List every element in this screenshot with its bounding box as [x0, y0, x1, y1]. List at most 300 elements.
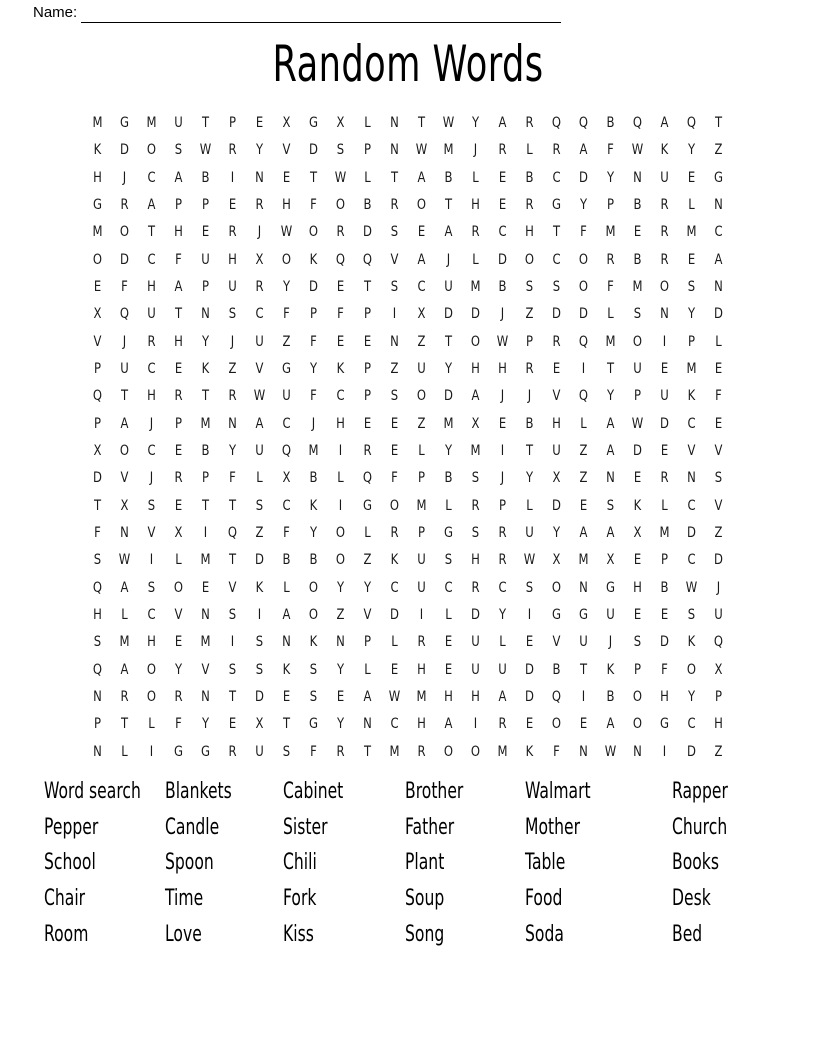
grid-letter[interactable]: K: [93, 141, 102, 159]
grid-letter[interactable]: B: [201, 442, 210, 460]
grid-letter[interactable]: S: [309, 688, 318, 706]
grid-letter[interactable]: E: [660, 606, 669, 624]
grid-letter[interactable]: N: [390, 333, 399, 351]
grid-letter[interactable]: E: [390, 661, 399, 679]
grid-letter[interactable]: A: [498, 114, 507, 132]
grid-letter[interactable]: R: [147, 333, 156, 351]
grid-letter[interactable]: H: [174, 333, 183, 351]
grid-letter[interactable]: K: [309, 497, 318, 515]
grid-letter[interactable]: Z: [336, 606, 345, 624]
grid-letter[interactable]: F: [283, 305, 290, 323]
grid-letter[interactable]: I: [662, 743, 667, 761]
grid-letter[interactable]: I: [338, 442, 343, 460]
grid-letter[interactable]: D: [120, 141, 129, 159]
grid-letter[interactable]: O: [281, 251, 292, 269]
grid-letter[interactable]: R: [174, 469, 183, 487]
grid-letter[interactable]: R: [606, 251, 615, 269]
grid-letter[interactable]: E: [633, 469, 642, 487]
grid-letter[interactable]: L: [499, 634, 506, 651]
grid-letter[interactable]: O: [173, 579, 184, 597]
grid-letter[interactable]: T: [390, 169, 399, 186]
grid-letter[interactable]: N: [714, 278, 723, 296]
grid-letter[interactable]: R: [228, 387, 237, 405]
grid-letter[interactable]: D: [552, 305, 561, 323]
grid-letter[interactable]: N: [201, 688, 210, 706]
grid-letter[interactable]: A: [120, 661, 129, 679]
grid-letter[interactable]: O: [632, 333, 643, 351]
grid-letter[interactable]: P: [363, 141, 372, 159]
grid-letter[interactable]: B: [309, 551, 318, 569]
grid-letter[interactable]: W: [118, 551, 131, 569]
grid-letter[interactable]: V: [228, 579, 237, 597]
grid-letter[interactable]: D: [687, 524, 696, 542]
grid-letter[interactable]: O: [578, 251, 589, 269]
grid-letter[interactable]: R: [471, 223, 480, 241]
grid-letter[interactable]: N: [714, 196, 723, 214]
grid-letter[interactable]: Q: [686, 114, 697, 132]
grid-letter[interactable]: K: [525, 743, 534, 761]
grid-letter[interactable]: R: [471, 579, 480, 597]
grid-letter[interactable]: W: [685, 579, 698, 597]
grid-letter[interactable]: J: [122, 333, 127, 351]
grid-letter[interactable]: D: [255, 688, 264, 706]
grid-letter[interactable]: C: [390, 716, 399, 733]
grid-letter[interactable]: O: [416, 196, 427, 214]
grid-letter[interactable]: Z: [714, 141, 723, 159]
grid-letter[interactable]: Q: [713, 634, 724, 651]
grid-letter[interactable]: U: [174, 114, 183, 132]
grid-letter[interactable]: T: [228, 551, 237, 569]
grid-letter[interactable]: L: [715, 333, 722, 351]
grid-letter[interactable]: L: [580, 415, 587, 433]
grid-letter[interactable]: O: [551, 579, 562, 597]
grid-letter[interactable]: E: [390, 415, 399, 433]
grid-letter[interactable]: U: [633, 360, 642, 378]
grid-letter[interactable]: L: [688, 196, 695, 214]
word-list-item[interactable]: Food: [525, 884, 563, 912]
grid-letter[interactable]: H: [282, 196, 291, 214]
grid-letter[interactable]: G: [605, 579, 616, 597]
grid-letter[interactable]: L: [364, 114, 371, 132]
word-list-item[interactable]: School: [44, 849, 96, 876]
grid-letter[interactable]: L: [121, 743, 128, 761]
grid-letter[interactable]: B: [444, 169, 453, 186]
grid-letter[interactable]: A: [363, 688, 372, 706]
grid-letter[interactable]: D: [660, 415, 669, 433]
grid-letter[interactable]: E: [633, 223, 642, 241]
grid-letter[interactable]: Y: [309, 360, 318, 378]
grid-letter[interactable]: N: [633, 743, 642, 761]
grid-letter[interactable]: W: [199, 141, 212, 159]
grid-letter[interactable]: U: [525, 524, 534, 542]
grid-letter[interactable]: G: [578, 606, 589, 624]
grid-letter[interactable]: F: [175, 251, 182, 269]
grid-letter[interactable]: C: [552, 169, 561, 186]
grid-letter[interactable]: M: [470, 442, 481, 460]
grid-letter[interactable]: S: [174, 141, 183, 159]
grid-letter[interactable]: Y: [282, 278, 291, 296]
grid-letter[interactable]: E: [174, 442, 183, 460]
grid-letter[interactable]: T: [444, 333, 453, 351]
grid-letter[interactable]: A: [282, 606, 291, 624]
grid-letter[interactable]: B: [633, 196, 642, 214]
grid-letter[interactable]: P: [228, 114, 237, 132]
grid-letter[interactable]: N: [201, 305, 210, 323]
grid-letter[interactable]: Z: [363, 551, 372, 569]
grid-letter[interactable]: P: [174, 415, 183, 433]
grid-letter[interactable]: K: [633, 497, 642, 515]
grid-letter[interactable]: T: [201, 114, 210, 132]
grid-letter[interactable]: A: [417, 251, 426, 269]
grid-letter[interactable]: H: [336, 415, 345, 433]
grid-letter[interactable]: Q: [119, 305, 130, 323]
word-list-item[interactable]: Sister: [283, 813, 328, 840]
grid-letter[interactable]: T: [120, 716, 129, 733]
grid-letter[interactable]: M: [146, 114, 157, 132]
grid-letter[interactable]: H: [417, 716, 426, 733]
grid-letter[interactable]: J: [311, 415, 316, 433]
grid-letter[interactable]: C: [147, 169, 156, 186]
grid-letter[interactable]: A: [444, 716, 453, 733]
grid-letter[interactable]: E: [201, 223, 210, 241]
grid-letter[interactable]: S: [147, 579, 156, 597]
name-input-blank[interactable]: [81, 10, 561, 23]
grid-letter[interactable]: I: [338, 497, 343, 515]
grid-letter[interactable]: P: [93, 415, 102, 433]
word-list-item[interactable]: Books: [672, 849, 719, 876]
grid-letter[interactable]: N: [579, 743, 588, 761]
grid-letter[interactable]: X: [552, 469, 561, 487]
grid-letter[interactable]: Y: [471, 114, 480, 132]
grid-letter[interactable]: G: [92, 196, 103, 214]
grid-letter[interactable]: U: [660, 169, 669, 186]
grid-letter[interactable]: E: [228, 716, 237, 733]
grid-letter[interactable]: H: [471, 196, 480, 214]
grid-letter[interactable]: G: [119, 114, 130, 132]
grid-letter[interactable]: T: [363, 743, 372, 761]
grid-letter[interactable]: J: [716, 579, 721, 597]
grid-letter[interactable]: P: [201, 278, 210, 296]
grid-letter[interactable]: S: [93, 551, 102, 569]
grid-letter[interactable]: O: [146, 141, 157, 159]
grid-letter[interactable]: M: [605, 333, 616, 351]
grid-letter[interactable]: N: [390, 114, 399, 132]
grid-letter[interactable]: E: [579, 497, 588, 515]
grid-letter[interactable]: K: [282, 661, 291, 679]
grid-letter[interactable]: U: [444, 278, 453, 296]
grid-letter[interactable]: T: [606, 360, 615, 378]
grid-letter[interactable]: R: [174, 688, 183, 706]
grid-letter[interactable]: R: [228, 743, 237, 761]
grid-letter[interactable]: V: [174, 606, 183, 624]
grid-letter[interactable]: S: [390, 223, 399, 241]
grid-letter[interactable]: E: [228, 196, 237, 214]
grid-letter[interactable]: T: [417, 114, 426, 132]
grid-letter[interactable]: N: [93, 688, 102, 706]
grid-letter[interactable]: W: [604, 743, 617, 761]
grid-letter[interactable]: C: [417, 278, 426, 296]
grid-letter[interactable]: T: [714, 114, 723, 132]
grid-letter[interactable]: O: [308, 579, 319, 597]
grid-letter[interactable]: E: [174, 634, 183, 651]
grid-letter[interactable]: G: [281, 360, 292, 378]
grid-letter[interactable]: O: [335, 551, 346, 569]
grid-letter[interactable]: C: [147, 606, 156, 624]
grid-letter[interactable]: E: [498, 415, 507, 433]
grid-letter[interactable]: I: [662, 333, 667, 351]
grid-letter[interactable]: H: [714, 716, 723, 733]
grid-letter[interactable]: H: [93, 169, 102, 186]
grid-letter[interactable]: U: [471, 661, 480, 679]
grid-letter[interactable]: C: [687, 716, 696, 733]
grid-letter[interactable]: S: [444, 551, 453, 569]
grid-letter[interactable]: M: [389, 743, 400, 761]
grid-letter[interactable]: Q: [281, 442, 292, 460]
grid-letter[interactable]: N: [228, 415, 237, 433]
word-list-item[interactable]: Spoon: [165, 849, 214, 876]
grid-letter[interactable]: A: [417, 169, 426, 186]
grid-letter[interactable]: S: [390, 387, 399, 405]
grid-letter[interactable]: O: [443, 743, 454, 761]
grid-letter[interactable]: A: [120, 579, 129, 597]
grid-letter[interactable]: T: [309, 169, 318, 186]
grid-letter[interactable]: E: [174, 497, 183, 515]
word-list-item[interactable]: Pepper: [44, 813, 99, 840]
grid-letter[interactable]: D: [255, 551, 264, 569]
grid-letter[interactable]: L: [418, 442, 425, 460]
grid-letter[interactable]: H: [147, 387, 156, 405]
grid-letter[interactable]: Y: [687, 141, 696, 159]
grid-letter[interactable]: P: [606, 196, 615, 214]
grid-letter[interactable]: I: [230, 169, 235, 186]
grid-letter[interactable]: L: [661, 497, 668, 515]
grid-letter[interactable]: G: [200, 743, 211, 761]
grid-letter[interactable]: Y: [255, 141, 264, 159]
grid-letter[interactable]: C: [255, 305, 264, 323]
grid-letter[interactable]: X: [336, 114, 345, 132]
grid-letter[interactable]: A: [579, 141, 588, 159]
grid-letter[interactable]: Z: [525, 305, 534, 323]
grid-letter[interactable]: S: [714, 469, 723, 487]
grid-letter[interactable]: H: [498, 360, 507, 378]
grid-letter[interactable]: Y: [174, 661, 183, 679]
grid-letter[interactable]: F: [229, 469, 236, 487]
grid-letter[interactable]: B: [201, 169, 210, 186]
grid-letter[interactable]: Y: [228, 442, 237, 460]
grid-letter[interactable]: N: [336, 634, 345, 651]
grid-letter[interactable]: B: [606, 114, 615, 132]
grid-letter[interactable]: V: [147, 524, 156, 542]
grid-letter[interactable]: P: [417, 524, 426, 542]
grid-letter[interactable]: U: [606, 606, 615, 624]
grid-letter[interactable]: H: [660, 688, 669, 706]
grid-letter[interactable]: H: [228, 251, 237, 269]
grid-letter[interactable]: E: [660, 442, 669, 460]
grid-letter[interactable]: Q: [632, 114, 643, 132]
grid-letter[interactable]: R: [174, 387, 183, 405]
grid-letter[interactable]: L: [121, 606, 128, 624]
grid-letter[interactable]: S: [633, 305, 642, 323]
grid-letter[interactable]: H: [471, 551, 480, 569]
grid-letter[interactable]: E: [255, 114, 264, 132]
grid-letter[interactable]: U: [201, 251, 210, 269]
grid-letter[interactable]: E: [444, 661, 453, 679]
word-list-item[interactable]: Soup: [405, 884, 445, 912]
grid-letter[interactable]: L: [526, 141, 533, 159]
grid-letter[interactable]: N: [282, 634, 291, 651]
grid-letter[interactable]: R: [255, 196, 264, 214]
grid-letter[interactable]: E: [498, 196, 507, 214]
grid-letter[interactable]: E: [714, 415, 723, 433]
word-list-item[interactable]: Word search: [44, 777, 141, 804]
grid-letter[interactable]: F: [310, 333, 317, 351]
grid-letter[interactable]: P: [498, 497, 507, 515]
grid-letter[interactable]: N: [93, 743, 102, 761]
grid-letter[interactable]: X: [282, 114, 291, 132]
grid-letter[interactable]: E: [552, 360, 561, 378]
grid-letter[interactable]: U: [660, 387, 669, 405]
grid-letter[interactable]: W: [631, 141, 644, 159]
grid-letter[interactable]: H: [471, 688, 480, 706]
grid-letter[interactable]: F: [580, 223, 587, 241]
grid-letter[interactable]: D: [714, 305, 723, 323]
grid-letter[interactable]: M: [92, 114, 103, 132]
grid-letter[interactable]: F: [607, 141, 614, 159]
grid-letter[interactable]: O: [146, 688, 157, 706]
grid-letter[interactable]: Y: [444, 442, 453, 460]
grid-letter[interactable]: S: [228, 661, 237, 679]
word-list-item[interactable]: Chair: [44, 884, 86, 912]
grid-letter[interactable]: A: [120, 415, 129, 433]
grid-letter[interactable]: Q: [578, 387, 589, 405]
grid-letter[interactable]: T: [228, 688, 237, 706]
grid-letter[interactable]: F: [121, 278, 128, 296]
grid-letter[interactable]: K: [201, 360, 210, 378]
grid-letter[interactable]: R: [660, 469, 669, 487]
grid-letter[interactable]: S: [255, 634, 264, 651]
grid-letter[interactable]: M: [470, 278, 481, 296]
word-list-item[interactable]: Kiss: [283, 920, 314, 947]
grid-letter[interactable]: R: [228, 223, 237, 241]
grid-letter[interactable]: V: [255, 360, 264, 378]
grid-letter[interactable]: Z: [390, 360, 399, 378]
grid-letter[interactable]: O: [389, 497, 400, 515]
grid-letter[interactable]: R: [255, 278, 264, 296]
grid-letter[interactable]: D: [471, 606, 480, 624]
grid-letter[interactable]: E: [714, 360, 723, 378]
grid-letter[interactable]: T: [525, 442, 534, 460]
grid-letter[interactable]: U: [417, 551, 426, 569]
grid-letter[interactable]: U: [255, 333, 264, 351]
grid-letter[interactable]: R: [390, 524, 399, 542]
grid-letter[interactable]: H: [444, 688, 453, 706]
grid-letter[interactable]: P: [363, 634, 372, 651]
grid-letter[interactable]: Y: [687, 688, 696, 706]
grid-letter[interactable]: E: [336, 333, 345, 351]
grid-letter[interactable]: C: [390, 579, 399, 597]
word-list-item[interactable]: Song: [405, 920, 445, 947]
grid-letter[interactable]: B: [633, 251, 642, 269]
grid-letter[interactable]: Y: [552, 524, 561, 542]
grid-letter[interactable]: R: [660, 196, 669, 214]
grid-letter[interactable]: I: [581, 360, 586, 378]
grid-letter[interactable]: T: [228, 497, 237, 515]
grid-letter[interactable]: T: [93, 497, 102, 515]
grid-letter[interactable]: Q: [227, 524, 238, 542]
grid-letter[interactable]: C: [282, 415, 291, 433]
grid-letter[interactable]: Y: [687, 305, 696, 323]
grid-letter[interactable]: N: [579, 579, 588, 597]
grid-letter[interactable]: V: [390, 251, 399, 269]
grid-letter[interactable]: K: [687, 634, 696, 651]
grid-letter[interactable]: L: [148, 716, 155, 733]
grid-letter[interactable]: Y: [606, 169, 615, 186]
grid-letter[interactable]: A: [714, 251, 723, 269]
grid-letter[interactable]: S: [282, 743, 291, 761]
grid-letter[interactable]: K: [390, 551, 399, 569]
grid-letter[interactable]: U: [228, 278, 237, 296]
grid-letter[interactable]: D: [309, 278, 318, 296]
grid-letter[interactable]: Y: [201, 333, 210, 351]
grid-letter[interactable]: I: [149, 743, 154, 761]
grid-letter[interactable]: K: [309, 634, 318, 651]
grid-letter[interactable]: O: [308, 223, 319, 241]
grid-letter[interactable]: S: [336, 141, 345, 159]
grid-letter[interactable]: J: [500, 305, 505, 323]
grid-letter[interactable]: Q: [92, 387, 103, 405]
grid-letter[interactable]: X: [552, 551, 561, 569]
grid-letter[interactable]: Z: [714, 524, 723, 542]
grid-letter[interactable]: E: [174, 360, 183, 378]
grid-letter[interactable]: F: [175, 716, 182, 733]
grid-letter[interactable]: L: [391, 634, 398, 651]
grid-letter[interactable]: H: [147, 634, 156, 651]
grid-letter[interactable]: C: [147, 360, 156, 378]
grid-letter[interactable]: O: [470, 743, 481, 761]
grid-letter[interactable]: S: [552, 278, 561, 296]
grid-letter[interactable]: T: [552, 223, 561, 241]
grid-letter[interactable]: P: [309, 305, 318, 323]
grid-letter[interactable]: U: [579, 634, 588, 651]
grid-letter[interactable]: K: [255, 579, 264, 597]
grid-letter[interactable]: O: [578, 278, 589, 296]
grid-letter[interactable]: C: [714, 223, 723, 241]
grid-letter[interactable]: Z: [579, 469, 588, 487]
grid-letter[interactable]: C: [552, 251, 561, 269]
grid-letter[interactable]: R: [120, 196, 129, 214]
grid-letter[interactable]: R: [498, 141, 507, 159]
grid-letter[interactable]: W: [415, 141, 428, 159]
grid-letter[interactable]: L: [364, 524, 371, 542]
grid-letter[interactable]: L: [364, 661, 371, 679]
grid-letter[interactable]: T: [174, 305, 183, 323]
grid-letter[interactable]: E: [363, 415, 372, 433]
grid-letter[interactable]: O: [92, 251, 103, 269]
grid-letter[interactable]: R: [660, 223, 669, 241]
grid-letter[interactable]: K: [309, 251, 318, 269]
word-list-item[interactable]: Walmart: [525, 777, 591, 804]
grid-letter[interactable]: P: [633, 661, 642, 679]
grid-letter[interactable]: Z: [714, 743, 723, 761]
grid-letter[interactable]: J: [149, 469, 154, 487]
grid-letter[interactable]: E: [633, 606, 642, 624]
grid-letter[interactable]: E: [525, 716, 534, 733]
grid-letter[interactable]: O: [335, 524, 346, 542]
grid-letter[interactable]: H: [471, 360, 480, 378]
grid-letter[interactable]: M: [605, 223, 616, 241]
word-list-item[interactable]: Father: [405, 813, 455, 840]
grid-letter[interactable]: M: [416, 688, 427, 706]
